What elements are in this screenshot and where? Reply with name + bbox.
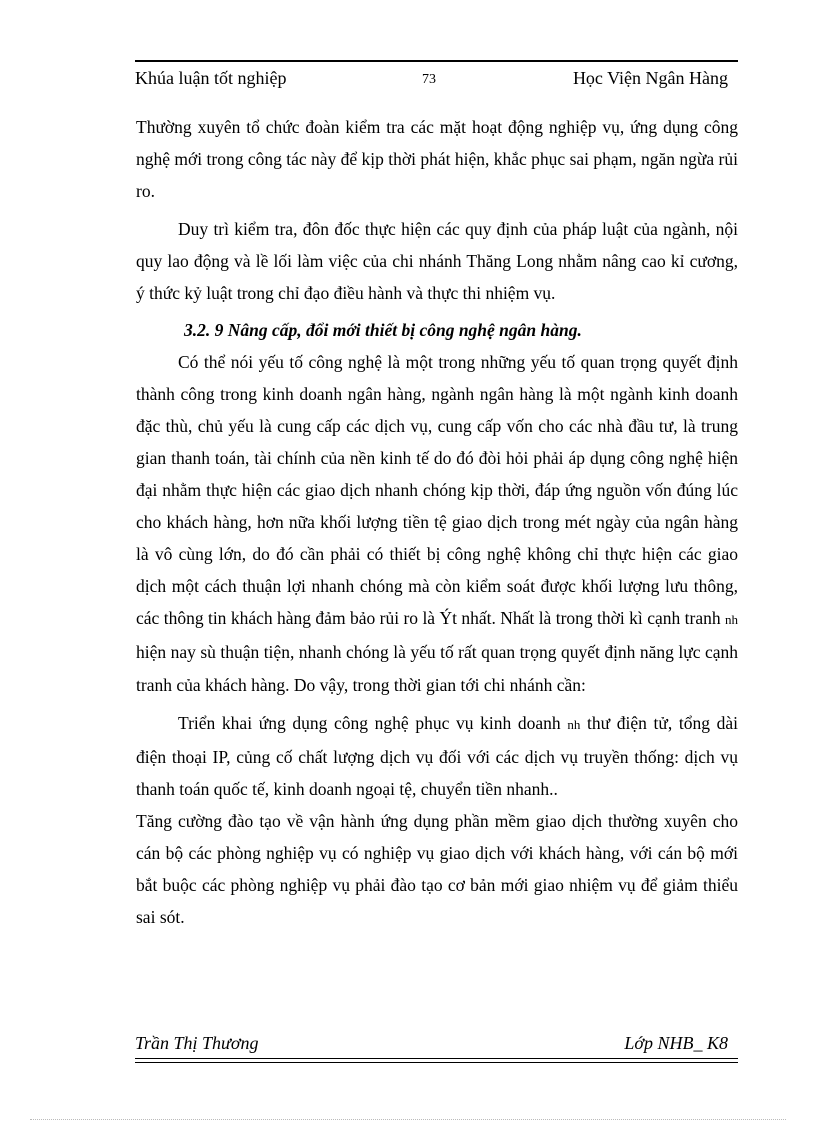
paragraph-deployment-text-a: Triển khai ứng dụng công nghệ phục vụ kinh doanh <box>178 712 561 733</box>
page-number: 73 <box>422 72 436 87</box>
header-rule <box>135 60 738 62</box>
page-footer <box>135 1033 738 1057</box>
paragraph-inspection: Thường xuyên tổ chức đoàn kiểm tra các mặt hoạt động nghiệp vụ, ứng dụng công nghệ mới trong công tác này để kịp thời phát hiện, khắc phục sai phạm, ngăn ngừa rủi ro. <box>136 117 738 202</box>
paragraph-discipline: Duy trì kiểm tra, đôn đốc thực hiện các quy định của pháp luật của ngành, nội quy lao động và lề lối làm việc của chi nhánh Thăng Long nhằm nâng cao kỉ cương, ý thức kỷ luật trong chỉ đạo điều hành và thực thi nhiệm vụ. <box>136 219 738 304</box>
footer-rule-upper <box>135 1058 738 1059</box>
paragraph-technology-text-b: hiện nay sù thuận tiện, nhanh chóng là yếu tố rất quan trọng quyết định năng lực cạnh tranh của khách hàng. Do vậy, trong thời gian tới chi nhánh cần: <box>136 642 738 695</box>
paragraph-deployment <box>136 707 738 805</box>
paragraph-technology <box>136 346 738 701</box>
paragraph-training: Tăng cường đào tạo về vận hành ứng dụng phần mềm giao dịch thường xuyên cho cán bộ các phòng nghiệp vụ có nghiệp vụ giao dịch với khách hàng, với cán bộ mới bắt buộc các phòng nghiệp vụ phải đào tạo cơ bản mới giao nhiệm vụ để giảm thiểu sai sót. <box>136 810 738 928</box>
page-body <box>136 111 738 933</box>
paragraph-deployment-small: nh <box>567 716 581 732</box>
footer-class: Lớp NHB_ K8 <box>624 1033 728 1053</box>
paragraph-technology-small: nh <box>725 612 738 628</box>
page-header <box>135 68 738 94</box>
footer-rule-lower <box>135 1062 738 1063</box>
page-edge-dotted-line <box>30 1119 786 1120</box>
header-institution: Học Viện Ngân Hàng <box>572 68 728 88</box>
footer-author: Trần Thị Thương <box>135 1033 259 1053</box>
section-heading: 3.2. 9 Nâng cấp, đổi mới thiết bị công nghệ ngân hàng. <box>184 319 582 340</box>
paragraph-technology-text-a: Có thể nói yếu tố công nghệ là một trong những yếu tố quan trọng quyết định thành công trong kinh doanh ngân hàng, ngành ngân hàng là một ngành kinh doanh đặc thù, chủ yếu là cung cấp các dịch vụ, cung cấp vốn cho các nhà đầu tư, là trung gian thanh toán, tài chính của nền kinh tế do đó đòi hỏi phải áp dụng công nghệ hiện đại nhằm thực hiện các giao dịch nhanh chóng kịp thời, đáp ứng nguồn vốn đúng lúc cho khách hàng, hơn nữa khối lượng tiền tệ giao dịch trong mét ngày của ngân hàng là vô cùng lớn, do đó cần phải có thiết bị công nghệ không chỉ thực hiện các giao dịch một cách thuận lợi nhanh chóng mà còn kiểm soát được khối lượng lưu thông, các thông tin khách hàng đảm bảo rủi ro là Ýt nhất. Nhất là trong thời kì cạnh tranh <box>136 351 738 629</box>
paragraph-deployment-text-b: thư điện tử, tổng dài điện thoại IP, củng cố chất lượng dịch vụ đối với các dịch vụ truyền thống: dịch vụ thanh toán quốc tế, kinh doanh ngoại tệ, chuyển tiền nhanh.. <box>136 712 739 799</box>
header-thesis-title: Khúa luận tốt nghiệp <box>135 68 287 88</box>
